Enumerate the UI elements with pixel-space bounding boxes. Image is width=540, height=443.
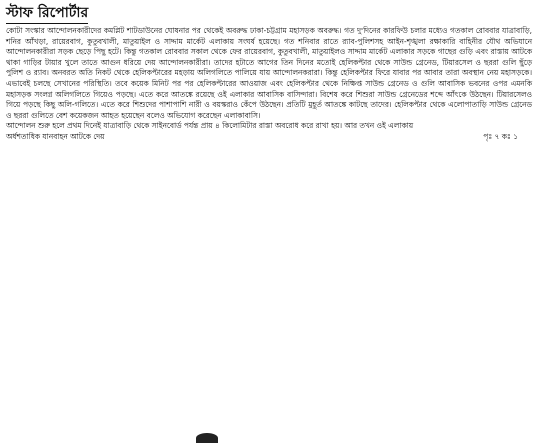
article-body bbox=[6, 26, 532, 132]
closing-line bbox=[6, 132, 532, 143]
byline: স্টাফ রিপোর্টার bbox=[6, 3, 88, 24]
page-reference: পৃঃ ৭ কঃ ১ bbox=[483, 131, 518, 141]
closing-text: অর্ধশতাধিক যানবাহন আটকে দেয় bbox=[6, 131, 105, 141]
paragraph-1: কোটা সংস্কার আন্দোলনকারীদের কমপ্লিট শাটডাউনের ঘোষনার পর থেকেই অবরুদ্ধ ঢাকা-চট্টগ্রাম মহাসড়ক অবরুদ্ধ। গত দু'দিনের কারফিউ চলার মধ্যেও গতকাল রোববার যাত্রাবাড়ি, শনির আঁখড়া, রায়েরবাগ, কুতুবখালী, মাতুয়াইল ও সাদ্দাম মার্কেট এলাকায় সংঘর্ষ হয়েছে। গত শনিবার রাতে র‍্যাব-পুলিশসহ আইন-শৃঙ্খলা রক্ষাকারি বাহিনীর যৌথ অভিযানে আন্দোলনকারীরা সড়ক ছেড়ে পিছু হটে। কিন্তু গতকাল রোববার সকাল থেকে ফের রায়েরবাগ, কুতুবখালী, মাতুয়াইলও সাদ্দাম মার্কেট এলাকার সড়কে গাছের গুড়ি এবং রাস্তায় আটকে থাকা গাড়ির টায়ার খুলে তাতে আগুন ধরিয়ে দেয় আন্দোলনকারীরা। তাদের হটাতে আগের তিন দিনের মতোই হেলিকপ্টার থেকে সাউন্ড গ্রেনেড, টিয়ারসেল ও ছররা গুলি ছুঁড়ে পুলিশ ও র‍্যাব। অনবরত অতি নিকট থেকে হেলিকপ্টারের মহড়ায় অলিগলিতে পালিয়ে যায় আন্দোলনকরারা। কিন্তু হেলিকপ্টার ফিরে যাবার পর আবার তারা অবস্থান নেয় মহাসড়কে। এভাবেই চলছে সেখানের পরিস্থিতি। তবে কয়েক মিনিট পর পর হেলিকপ্টারের আওয়াজ এবং হেলিকপ্টার থেকে নিক্ষিপ্ত সাউন্ড গ্রেনেড ও গুলি আবাসিক ভবনের ওপর এমনকি মহাসড়ক সংলগ্ন অলিগলিতে গিয়েও পড়ছে। এতে করে আতঙ্কে রয়েছে ওই এলাকার আবাসিক বাসিন্দারা। বিশেষ করে শিশুরা সাউন্ড গ্রেনেডের শব্দে আঁৎকে উঠছেন। টিয়ারসেলও গিয়ে পড়ছে কিছু অলি-গলিতে। এতে করে শিশুদের পাশাপাশি নারী ও বয়স্করাও কেঁপে উঠছেন। প্রতিটি মুহূর্ত আতঙ্কে কাটছে তাদের। হেলিকপ্টার থেকে এলোপাতাড়ি সাউন্ড গ্রেনেড ও ছররা গুলিতে বেশ কয়েকজন আহত হয়েছেন বলেও অভিযোগ করেছেন এলাকাবাসি। bbox=[6, 26, 532, 120]
paragraph-2: আন্দোলন শুরু হলে প্রথম দিনেই যাত্রাবাড়ি থেকে সাইনবোর্ড পর্যন্ত প্রায় ৪ কিলোমিটার রাস্তা অবরোধ করে রাখা হয়। আর তখন ওই এলাকায় bbox=[6, 121, 414, 131]
ink-blot bbox=[196, 433, 218, 443]
